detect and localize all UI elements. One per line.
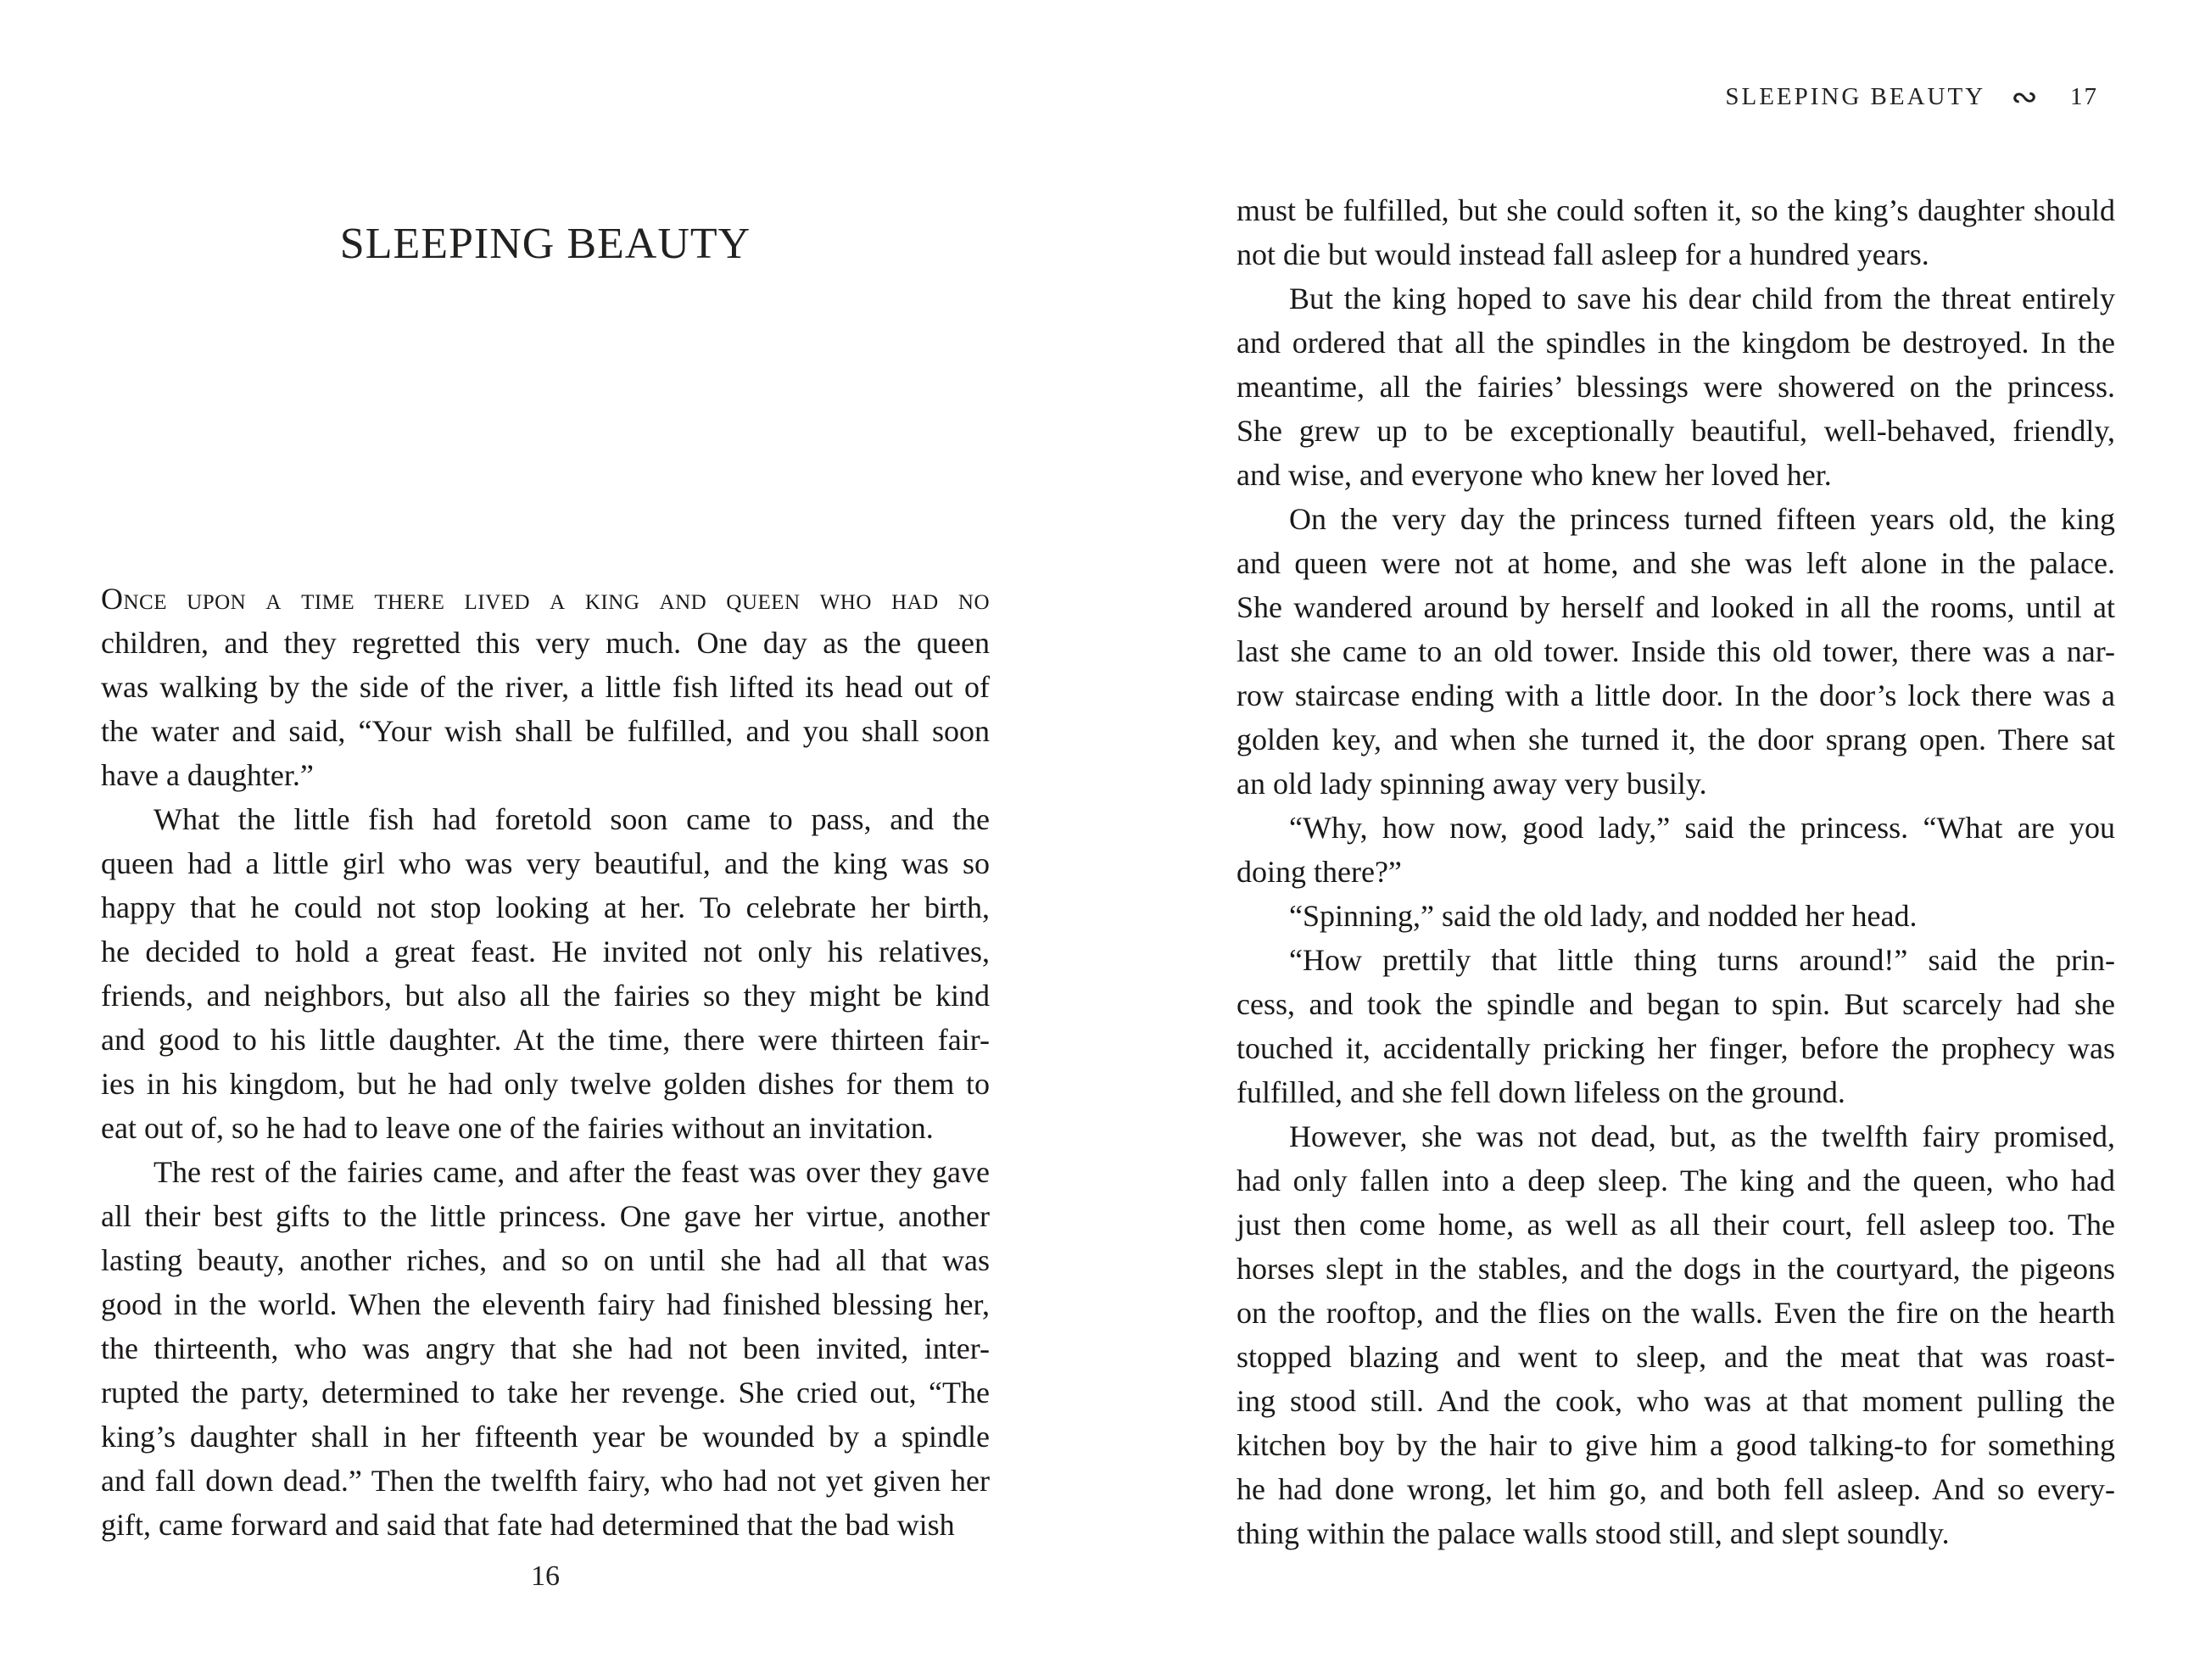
left-text-block — [101, 577, 990, 1547]
text-line: doing there?” — [1236, 855, 1402, 889]
text-line: What the little fish had foretold soon came to pass, and the — [154, 802, 990, 836]
text-line: king’s daughter shall in her fifteenth year be wounded by a spindle — [101, 1420, 990, 1454]
text-line: thing within the palace walls stood still, and slept soundly. — [1236, 1516, 1950, 1550]
text-line: queen had a little girl who was very beautiful, and the king was so — [101, 846, 990, 880]
text-line: fulfilled, and she fell down lifeless on the ground. — [1236, 1075, 1845, 1109]
text-line: the thirteenth, who was angry that she had not been invited, inter- — [101, 1331, 990, 1365]
text-line: good in the world. When the eleventh fairy had finished blessing her, — [101, 1287, 990, 1321]
text-line: children, and they regretted this very much. One day as the queen — [101, 626, 990, 660]
text-line: he decided to hold a great feast. He invited not only his relatives, — [101, 935, 990, 968]
left-page — [101, 0, 990, 1680]
text-line: kitchen boy by the hair to give him a good talking-to for something — [1236, 1428, 2115, 1462]
text-line: touched it, accidentally pricking her finger, before the prophecy was — [1236, 1031, 2115, 1065]
text-line: “Spinning,” said the old lady, and nodded her head. — [1289, 899, 1918, 933]
left-page-number: 16 — [531, 1560, 560, 1592]
text-line: On the very day the princess turned fifteen years old, the king — [1289, 502, 2115, 536]
text-line: ies in his kingdom, but he had only twelve golden dishes for them to — [101, 1067, 990, 1101]
text-line: all their best gifts to the little princess. One gave her virtue, another — [101, 1199, 990, 1233]
right-page-number: 17 — [2070, 83, 2098, 110]
swash-ornament-icon: ∾ — [2011, 78, 2038, 115]
text-line: meantime, all the fairies’ blessings were showered on the princess. — [1236, 370, 2115, 404]
running-header — [1725, 78, 2098, 115]
text-line: on the rooftop, and the flies on the walls. Even the fire on the hearth — [1236, 1296, 2115, 1330]
text-line: friends, and neighbors, but also all the fairies so they might be kind — [101, 979, 990, 1013]
text-line: was walking by the side of the river, a little fish lifted its head out of — [101, 670, 990, 704]
text-line: gift, came forward and said that fate had determined that the bad wish — [101, 1508, 955, 1542]
text-line: However, she was not dead, but, as the twelfth fairy promised, — [1289, 1119, 2115, 1153]
text-line: not die but would instead fall asleep for a hundred years. — [1236, 237, 1929, 271]
text-line: the water and said, “Your wish shall be fulfilled, and you shall soon — [101, 714, 990, 748]
text-line: eat out of, so he had to leave one of the fairies without an invitation. — [101, 1111, 934, 1145]
text-line: he had done wrong, let him go, and both fell asleep. And so every- — [1236, 1472, 2115, 1506]
right-page — [1236, 0, 2115, 1680]
text-line: golden key, and when she turned it, the door sprang open. There sat — [1236, 723, 2115, 756]
text-line: just then come home, as well as all their court, fell asleep too. The — [1236, 1208, 2115, 1242]
text-line: and good to his little daughter. At the time, there were thirteen fair- — [101, 1023, 990, 1057]
text-line: had only fallen into a deep sleep. The king and the queen, who had — [1236, 1164, 2115, 1197]
text-line: “Why, how now, good lady,” said the princess. “What are you — [1289, 811, 2115, 845]
text-line: last she came to an old tower. Inside this old tower, there was a nar- — [1236, 634, 2115, 668]
text-line: cess, and took the spindle and began to spin. But scarcely had she — [1236, 987, 2115, 1021]
text-line: Once upon a time there lived a king and queen who had no — [101, 582, 990, 616]
text-line: and queen were not at home, and she was left alone in the palace. — [1236, 546, 2115, 580]
text-line: happy that he could not stop looking at her. To celebrate her birth, — [101, 890, 990, 924]
text-line: ing stood still. And the cook, who was at that moment pulling the — [1236, 1384, 2115, 1418]
text-line: must be fulfilled, but she could soften it, so the king’s daughter should — [1236, 193, 2115, 227]
text-line: and wise, and everyone who knew her loved her. — [1236, 458, 1832, 492]
text-line: lasting beauty, another riches, and so on until she had all that was — [101, 1243, 990, 1277]
text-line: rupted the party, determined to take her revenge. She cried out, “The — [101, 1376, 990, 1409]
text-line: an old lady spinning away very busily. — [1236, 767, 1707, 801]
text-line: But the king hoped to save his dear child from the threat entirely — [1289, 282, 2115, 315]
running-header-title: SLEEPING BEAUTY — [1725, 83, 1986, 110]
text-line: “How prettily that little thing turns around!” said the prin- — [1289, 943, 2115, 977]
text-line: The rest of the fairies came, and after the feast was over they gave — [154, 1155, 990, 1189]
text-line: She grew up to be exceptionally beautiful, well-behaved, friendly, — [1236, 414, 2115, 448]
text-line: horses slept in the stables, and the dogs in the courtyard, the pigeons — [1236, 1252, 2115, 1286]
text-line: row staircase ending with a little door. In the door’s lock there was a — [1236, 678, 2115, 712]
text-line: stopped blazing and went to sleep, and the meat that was roast- — [1236, 1340, 2115, 1374]
right-text-block — [1236, 188, 2115, 1555]
text-line: and ordered that all the spindles in the kingdom be destroyed. In the — [1236, 326, 2115, 360]
chapter-title: SLEEPING BEAUTY — [339, 220, 751, 268]
text-line: She wandered around by herself and looked in all the rooms, until at — [1236, 590, 2115, 624]
text-line: have a daughter.” — [101, 758, 314, 792]
text-line: and fall down dead.” Then the twelfth fairy, who had not yet given her — [101, 1464, 990, 1498]
